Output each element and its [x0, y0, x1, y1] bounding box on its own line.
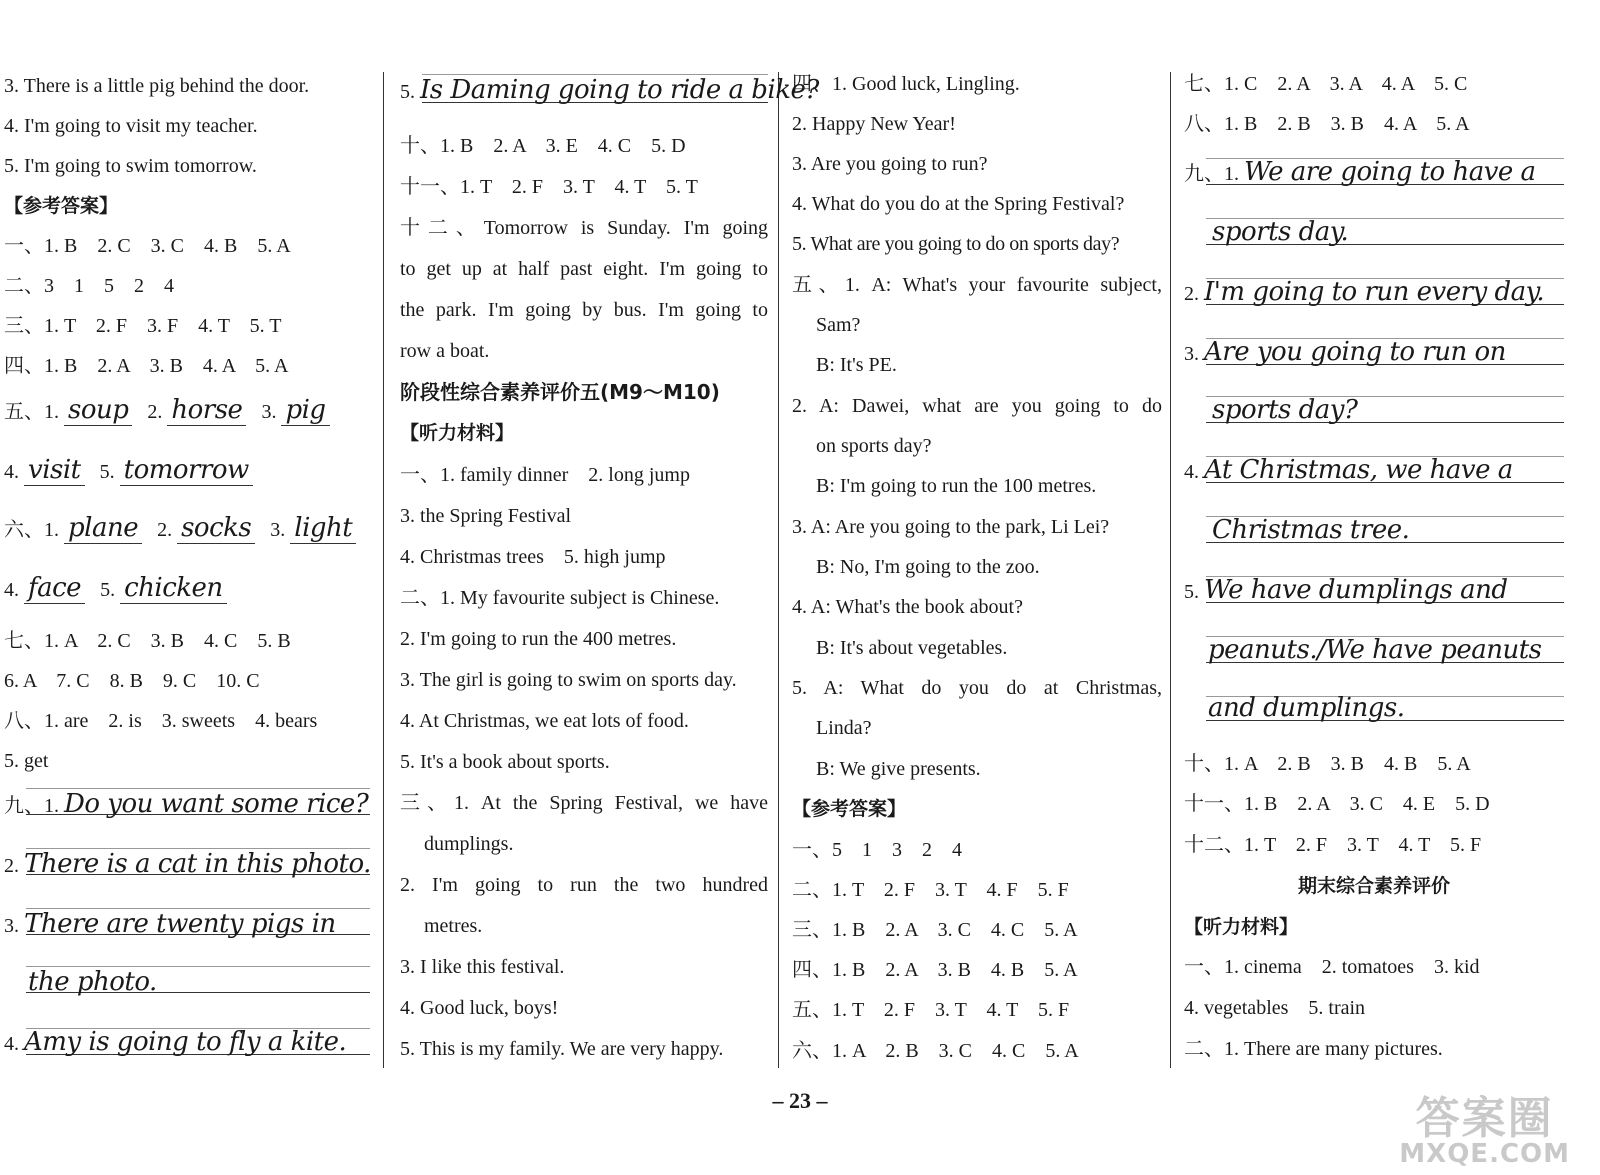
sentence-row	[4, 850, 370, 880]
answer-line: 十、1. B 2. A 3. E 4. C 5. D	[400, 135, 686, 157]
text-line: 4. vegetables 5. train	[1184, 997, 1366, 1019]
text-line: on sports day?	[816, 435, 932, 457]
text-line: 3. A: Are you going to the park, Li Lei?	[792, 516, 1110, 538]
item-number: 4.	[4, 461, 19, 483]
column-1	[4, 66, 370, 1078]
answer-line: 6. A 7. C 8. B 9. C 10. C	[4, 670, 260, 692]
text-line: 五、1. A: What's your favourite subject,	[792, 274, 1162, 296]
handwritten-sentence: I'm going to run every day.	[1204, 277, 1545, 307]
item-number: 5.	[400, 81, 415, 103]
item-number: 5.	[1184, 581, 1199, 603]
column-divider	[778, 72, 779, 1068]
handwritten-sentence: Do you want some rice?	[64, 789, 369, 819]
handwritten-words-row	[4, 456, 370, 486]
section-heading: 【参考答案】	[4, 195, 119, 217]
answer-line: 十一、1. T 2. F 3. T 4. T 5. T	[400, 176, 698, 198]
column-divider	[1170, 72, 1171, 1068]
text-line: 二、1. There are many pictures.	[1184, 1038, 1443, 1060]
sentence-row	[1184, 338, 1564, 368]
handwritten-words-row	[4, 396, 370, 426]
item-number: 九、1.	[4, 795, 59, 817]
item-number: 3.	[270, 519, 286, 541]
text-line: 2. I'm going to run the 400 metres.	[400, 628, 677, 650]
handwritten-sentence: peanuts./We have peanuts	[1208, 635, 1542, 665]
handwritten-sentence: Amy is going to fly a kite.	[24, 1027, 347, 1057]
text-line: 2. A: Dawei, what are you going to do	[792, 395, 1162, 417]
text-line: 4. At Christmas, we eat lots of food.	[400, 710, 689, 732]
sentence-row	[1212, 516, 1564, 546]
sentence-row	[28, 968, 370, 998]
handwritten-word: face	[24, 574, 85, 602]
handwritten-sentence: At Christmas, we have a	[1204, 455, 1513, 485]
item-number: 2.	[1184, 283, 1199, 305]
handwritten-word: chicken	[120, 574, 227, 602]
handwritten-sentence: We are going to have a	[1244, 157, 1536, 187]
answer-line: 二、1. T 2. F 3. T 4. F 5. F	[792, 879, 1069, 901]
item-number: 九、1.	[1184, 163, 1239, 185]
answer-line: 一、1. B 2. C 3. C 4. B 5. A	[4, 235, 291, 257]
handwritten-sentence: sports day?	[1212, 395, 1358, 425]
answer-line: 四、1. B 2. A 3. B 4. B 5. A	[792, 959, 1078, 981]
text-line: 2. I'm going to run the two hundred	[400, 874, 768, 896]
sentence-row	[400, 75, 819, 106]
answer-line: 七、1. C 2. A 3. A 4. A 5. C	[1184, 73, 1468, 95]
answer-line: 三、1. T 2. F 3. F 4. T 5. T	[4, 315, 282, 337]
section-heading: 【听力材料】	[400, 422, 515, 444]
section-heading: 【听力材料】	[1184, 916, 1299, 938]
sentence-row	[4, 1028, 370, 1058]
sentence-row	[1208, 694, 1564, 724]
text-line: B: It's PE.	[816, 354, 897, 376]
column-3	[792, 66, 1162, 1078]
answer-line: 十二、1. T 2. F 3. T 4. T 5. F	[1184, 834, 1482, 856]
answer-line: 十一、1. B 2. A 3. C 4. E 5. D	[1184, 793, 1490, 815]
column-divider	[383, 72, 384, 1068]
handwritten-word: soup	[64, 396, 132, 424]
sentence-row	[1184, 576, 1564, 606]
text-line: B: I'm going to run the 100 metres.	[816, 475, 1097, 497]
handwritten-sentence: the photo.	[28, 967, 157, 997]
text-line: 三、1. At the Spring Festival, we have	[400, 792, 768, 814]
sentence-row	[1184, 158, 1564, 188]
answer-line: 五、1. T 2. F 3. T 4. T 5. F	[792, 999, 1070, 1021]
answer-line: 八、1. B 2. B 3. B 4. A 5. A	[1184, 113, 1470, 135]
handwritten-word: pig	[281, 396, 329, 424]
item-number: 五、1.	[4, 401, 59, 423]
page-number: – 23 –	[772, 1088, 828, 1113]
item-number: 2.	[147, 401, 163, 423]
text-line: 一、1. family dinner 2. long jump	[400, 464, 690, 486]
text-line: Sam?	[816, 314, 861, 336]
handwritten-sentence: There are twenty pigs in	[24, 909, 336, 939]
sentence-row	[1212, 396, 1564, 426]
text-line: 4. A: What's the book about?	[792, 596, 1023, 618]
text-line: 5. It's a book about sports.	[400, 751, 610, 773]
text-line: 3. I like this festival.	[400, 956, 565, 978]
text-line: to get up at half past eight. I'm going to	[400, 258, 768, 280]
handwritten-sentence: There is a cat in this photo.	[24, 849, 371, 879]
text-line: dumplings.	[424, 833, 514, 855]
section-heading: 【参考答案】	[792, 798, 907, 820]
item-number: 3.	[4, 915, 19, 937]
handwritten-word: plane	[64, 514, 142, 542]
text-line: 二、1. My favourite subject is Chinese.	[400, 587, 720, 609]
text-line: 3. Are you going to run?	[792, 153, 988, 175]
handwritten-word: light	[290, 514, 356, 542]
text-line: 3. the Spring Festival	[400, 505, 572, 527]
text-line: 四、1. Good luck, Lingling.	[792, 73, 1020, 95]
section-title: 期末综合素养评价	[1297, 875, 1450, 897]
text-line: B: We give presents.	[816, 758, 981, 780]
item-number: 3.	[261, 401, 277, 423]
item-number: 2.	[4, 855, 19, 877]
sentence-row	[1184, 456, 1564, 486]
text-line: 4. Christmas trees 5. high jump	[400, 546, 666, 568]
answer-line: 二、3 1 5 2 4	[4, 275, 174, 297]
answer-line: 十二、Tomorrow is Sunday. I'm going	[400, 217, 768, 239]
item-number: 4.	[1184, 461, 1199, 483]
sentence-row	[4, 910, 370, 940]
text-line: 5. A: What do you do at Christmas,	[792, 677, 1162, 699]
item-number: 2.	[157, 519, 173, 541]
answer-line: 八、1. are 2. is 3. sweets 4. bears	[4, 710, 318, 732]
sentence-row	[1212, 218, 1564, 248]
item-number: 3.	[1184, 343, 1199, 365]
answer-line: 5. get	[4, 750, 49, 772]
handwritten-sentence: Is Daming going to ride a bike?	[420, 75, 819, 105]
item-number: 5.	[100, 579, 116, 601]
text-line: 2. Happy New Year!	[792, 113, 956, 135]
text-line: Linda?	[816, 717, 872, 739]
answer-line: 六、1. A 2. B 3. C 4. C 5. A	[792, 1040, 1079, 1062]
column-4	[1184, 66, 1564, 1078]
handwritten-sentence: Are you going to run on	[1204, 337, 1506, 367]
handwritten-words-row	[4, 574, 370, 604]
item-number: 4.	[4, 1033, 19, 1055]
text-line: 4. What do you do at the Spring Festival?	[792, 193, 1125, 215]
sentence-row	[1184, 278, 1564, 308]
item-number: 六、1.	[4, 519, 59, 541]
handwritten-word: tomorrow	[120, 456, 253, 484]
sentence-row	[1208, 636, 1564, 666]
handwritten-sentence: and dumplings.	[1208, 693, 1405, 723]
text-line: 4. I'm going to visit my teacher.	[4, 115, 258, 137]
text-line: 3. The girl is going to swim on sports day.	[400, 669, 737, 691]
handwritten-words-row	[4, 514, 370, 544]
section-title: 阶段性综合素养评价五(M9～M10)	[400, 380, 720, 404]
text-line: 5. This is my family. We are very happy.	[400, 1038, 724, 1060]
item-number: 5.	[99, 461, 115, 483]
answer-line: 七、1. A 2. C 3. B 4. C 5. B	[4, 630, 291, 652]
text-line: row a boat.	[400, 340, 490, 362]
answer-line: 一、5 1 3 2 4	[792, 839, 962, 861]
watermark-site: MXQE.COM	[1399, 1139, 1570, 1169]
text-line: 5. What are you going to do on sports day?	[792, 233, 1120, 255]
item-number: 4.	[4, 579, 19, 601]
text-line: 5. I'm going to swim tomorrow.	[4, 155, 257, 177]
handwritten-sentence: Christmas tree.	[1212, 515, 1410, 545]
answer-line: 十、1. A 2. B 3. B 4. B 5. A	[1184, 753, 1471, 775]
handwritten-sentence: We have dumplings and	[1204, 575, 1508, 605]
text-line: metres.	[424, 915, 483, 937]
answer-line: 三、1. B 2. A 3. C 4. C 5. A	[792, 919, 1078, 941]
handwritten-word: socks	[177, 514, 255, 542]
handwritten-sentence: sports day.	[1212, 217, 1349, 247]
sentence-row	[4, 790, 370, 820]
text-line: 一、1. cinema 2. tomatoes 3. kid	[1184, 956, 1480, 978]
text-line: 4. Good luck, boys!	[400, 997, 559, 1019]
text-line: the park. I'm going by bus. I'm going to	[400, 299, 768, 321]
watermark-logo	[1399, 1093, 1570, 1169]
column-2	[400, 66, 819, 1078]
handwritten-word: horse	[167, 396, 246, 424]
watermark-text: 答案圈	[1415, 1093, 1554, 1144]
answer-line: 四、1. B 2. A 3. B 4. A 5. A	[4, 355, 289, 377]
text-line: 3. There is a little pig behind the door.	[4, 75, 310, 97]
text-line: B: It's about vegetables.	[816, 637, 1008, 659]
text-line: B: No, I'm going to the zoo.	[816, 556, 1040, 578]
handwritten-word: visit	[24, 456, 85, 484]
